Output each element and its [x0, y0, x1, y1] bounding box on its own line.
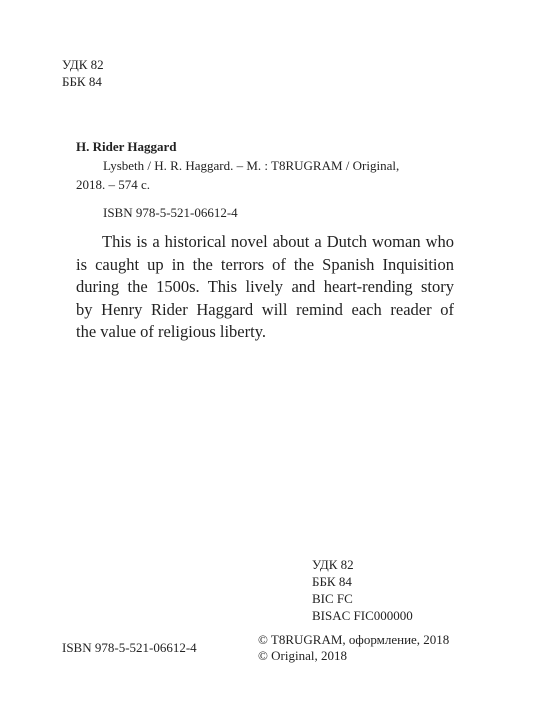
isbn-record: ISBN 978-5-521-06612-4: [103, 205, 238, 220]
bisac-code: BISAC FIC000000: [312, 608, 413, 623]
udk-code-bottom: УДК 82: [312, 557, 354, 572]
udk-code-top: УДК 82: [62, 57, 104, 72]
bic-code: BIC FC: [312, 591, 353, 606]
annotation-line: during the 1500s. This lively and heart-rending story: [76, 277, 454, 296]
annotation-line: the value of religious liberty.: [76, 322, 266, 341]
bbk-code-top: ББК 84: [62, 74, 102, 89]
isbn-footer: ISBN 978-5-521-06612-4: [62, 640, 197, 655]
annotation-line: by Henry Rider Haggard will remind each reader of: [76, 299, 454, 319]
copyright-t8rugram: © T8RUGRAM, оформление, 2018: [258, 632, 450, 647]
bibliographic-description: Lysbeth / H. R. Haggard. – M. : T8RUGRAM / Original,: [103, 158, 400, 173]
bbk-code-bottom: ББК 84: [312, 574, 352, 589]
copyright-original: © Original, 2018: [258, 648, 347, 663]
bibliographic-description-continued: 2018. – 574 с.: [76, 177, 151, 192]
annotation-paragraph: [76, 231, 454, 344]
author-name: H. Rider Haggard: [76, 139, 177, 154]
annotation-line: is caught up in the terrors of the Spanish Inquisition: [76, 254, 454, 274]
annotation-line: This is a historical novel about a Dutch woman who: [102, 232, 454, 251]
